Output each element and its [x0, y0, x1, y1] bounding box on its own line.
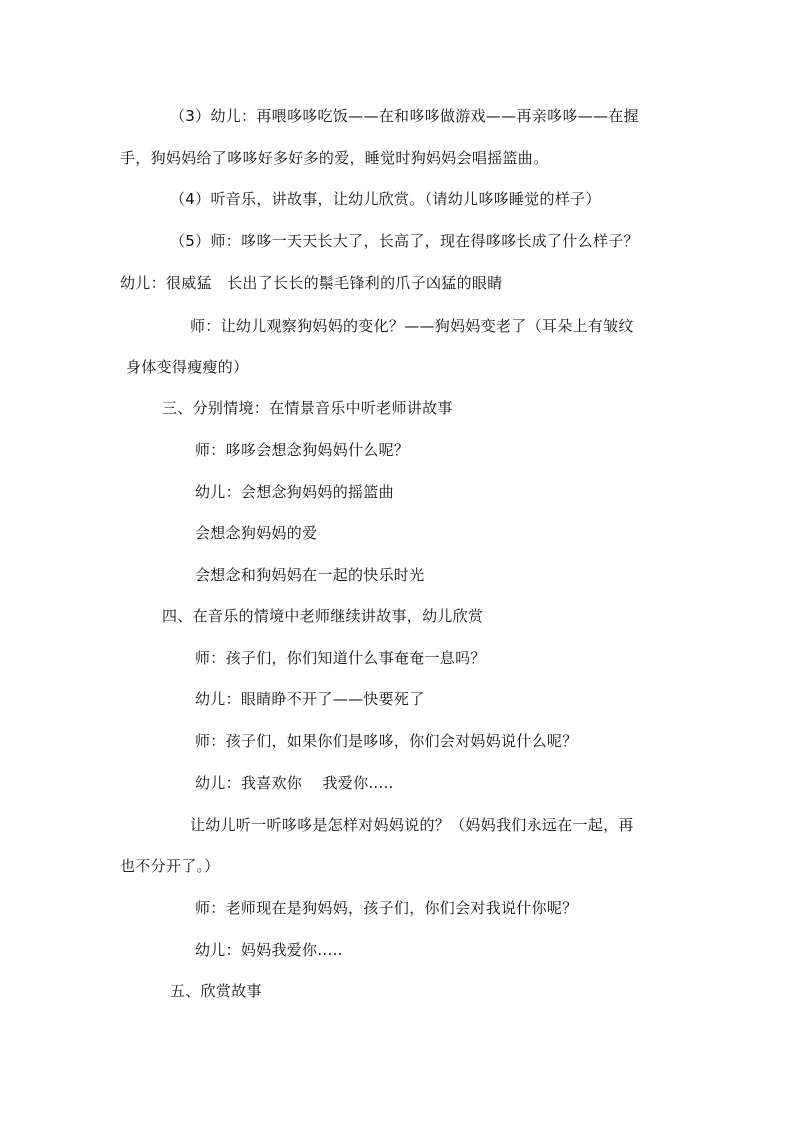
- paragraph-line: 师：孩子们，如果你们是哆哆，你们会对妈妈说什么呢？: [195, 732, 578, 750]
- section-heading: 四、在音乐的情境中老师继续讲故事，幼儿欣赏: [162, 607, 484, 625]
- paragraph-line: 手，狗妈妈给了哆哆好多好多的爱，睡觉时狗妈妈会唱摇篮曲。: [120, 149, 549, 167]
- paragraph-line: （3）幼儿：再喂哆哆吃饭——在和哆哆做游戏——再亲哆哆——在握: [170, 107, 639, 125]
- paragraph-line: 师：哆哆会想念狗妈妈什么呢？: [195, 441, 410, 459]
- paragraph-line: 幼儿：很威猛 长出了长长的鬃毛锋利的爪子凶猛的眼睛: [120, 274, 503, 292]
- section-heading: 三、分别情境：在情景音乐中听老师讲故事: [162, 399, 453, 417]
- paragraph-line: 让幼儿听一听哆哆是怎样对妈妈说的？（妈妈我们永远在一起，再: [190, 816, 634, 834]
- paragraph-line: （5）师：哆哆一天天长大了，长高了，现在得哆哆长成了什么样子？: [170, 232, 639, 250]
- paragraph-line: 师：老师现在是狗妈妈，孩子们，你们会对我说什你呢？: [195, 899, 578, 917]
- paragraph-line: 会想念和狗妈妈在一起的快乐时光: [195, 566, 425, 584]
- paragraph-line: 身体变得瘦瘦的）: [126, 358, 249, 376]
- paragraph-line: 会想念狗妈妈的爱: [195, 524, 318, 542]
- paragraph-line: 师：孩子们，你们知道什么事奄奄一息吗？: [195, 649, 486, 667]
- paragraph-line: 幼儿：眼睛睁不开了——快要死了: [195, 690, 425, 708]
- paragraph-line: 也不分开了。）: [120, 857, 220, 875]
- paragraph-line: 师：让幼儿观察狗妈妈的变化？——狗妈妈变老了（耳朵上有皱纹: [190, 317, 634, 335]
- paragraph-line: 幼儿：我喜欢你 我爱你.....: [195, 774, 394, 792]
- paragraph-line: 幼儿：会想念狗妈妈的摇篮曲: [195, 483, 394, 501]
- section-heading: 五、欣赏故事: [170, 982, 262, 1000]
- paragraph-line: 幼儿：妈妈我爱你.....: [195, 941, 343, 959]
- paragraph-line: （4）听音乐，讲故事，让幼儿欣赏。（请幼儿哆哆睡觉的样子）: [170, 190, 601, 208]
